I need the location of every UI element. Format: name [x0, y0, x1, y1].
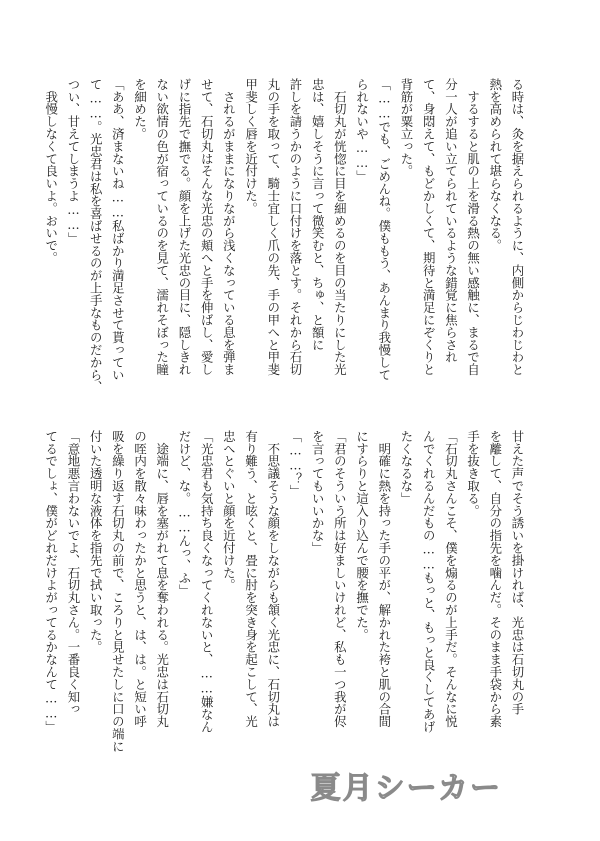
text-line: 「……？」 [287, 430, 303, 498]
text-line: 背筋が粟立った。 [398, 78, 414, 178]
text-line: 石切丸が恍惚に目を細めるのを目の当たりにした光 [332, 78, 348, 376]
text-line: 「ああ、済まないね……私ばかり満足させて貰ってい [110, 78, 126, 381]
text-line: 付いた透明な液体を指先で拭い取った。 [88, 430, 104, 654]
lower-text-block [43, 430, 528, 753]
text-line: を離して、自分の指先を噛んだ。そのまま手袋から素 [487, 430, 503, 728]
text-line: 有り難う、と呟くと、畳に肘を突き身を起こして、光 [243, 430, 259, 728]
text-line: 熱を高められて堪らなくなる。 [487, 78, 503, 252]
text-line: 手を抜き取る。 [465, 430, 481, 517]
text-line: げに指先で撫でる。顔を上げた光忠の目に、隠しきれ [176, 78, 192, 376]
text-line: 甘えた声でそう誘いを掛ければ、光忠は石切丸の手 [510, 430, 525, 716]
text-line: 吸を繰り返す石切丸の前で、ころりと見せたしに口の端に [110, 430, 126, 753]
text-line: 途端に、唇を塞がれて息を奪われる。光忠は石切丸 [154, 430, 170, 728]
text-line: つい、甘えてしまうよ……」 [65, 78, 81, 245]
text-line: て……。光忠君は私を喜ばせるのが上手なものだから、 [88, 78, 104, 394]
text-line: 我慢しなくて良いよ。おいで。 [43, 78, 59, 264]
footer-title: 夏月シーカー [310, 771, 502, 806]
text-line: 許しを請うかのように口付けを落とす。それから石切 [287, 78, 303, 376]
text-line: 「光忠君も気持ち良くなってくれないと、……嫌なん [199, 430, 215, 733]
text-line: 「……でも、ごめんね。僕ももう、あんまり我慢して [376, 78, 392, 381]
text-line: 「意地悪言わないでよ、石切丸さん。一番良く知っ [65, 430, 81, 716]
text-line: の咥内を散々味わったかと思うと、は、は。と短い呼 [132, 430, 148, 728]
text-line: 丸の手を取って、騎士宜しく爪の先、手の甲へと甲斐 [265, 78, 281, 376]
text-line: にすらりと這入り込んで腰を撫でた。 [354, 430, 370, 641]
text-line: 分一人が追い立てられているような錯覚に焦らされ [443, 78, 459, 364]
text-line: てるでしょ、僕がどれだけよがってるかなんて……」 [43, 430, 59, 733]
text-line: 不思議そうな顔をしながらも頷く光忠に、石切丸は [265, 430, 281, 728]
text-line: 「君のそういう所は好ましいけれど、私も一つ我が侭 [332, 430, 348, 728]
text-line: て、身悶えて、もどかしくて、期待と満足にぞくりと [421, 78, 437, 376]
text-line: られないや……」 [354, 78, 370, 183]
text-line: せて、石切丸はそんな光忠の頬へと手を伸ばし、愛し [199, 78, 215, 376]
text-line: を細めた。 [132, 78, 148, 140]
text-line: 甲斐しく唇を近付けた。 [243, 78, 259, 215]
text-line: る時は、灸を据えられるように、内側からじわじわと [510, 78, 525, 376]
text-line: ない欲情の色が宿っているのを見て、濡れそぼった瞳 [154, 78, 170, 376]
text-line: されるがままになりながら浅くなっている息を弾ま [221, 78, 237, 376]
text-line: 忠へとぐいと顔を近付けた。 [221, 430, 237, 592]
text-line: 明確に熱を持った手の平が、解かれた袴と肌の合間 [376, 430, 392, 728]
text-line: 忠は、嬉しそうに言って微笑むと、ちゅ、と額に [310, 78, 326, 351]
text-line: だけど、な。……んっ、ふ」 [176, 430, 192, 597]
text-line: を言ってもいいかな」 [310, 430, 326, 554]
upper-text-block [43, 78, 528, 394]
text-line: するすると肌の上を滑る熱の無い感触に、まるで自 [465, 78, 481, 376]
text-line: 「石切丸さんこそ、僕を煽るのが上手だ。そんなに悦 [443, 430, 459, 728]
text-line: たくなるな」 [398, 430, 414, 505]
text-line: んでくれるんだもの……もっと、もっと良くしてあげ [421, 430, 437, 733]
